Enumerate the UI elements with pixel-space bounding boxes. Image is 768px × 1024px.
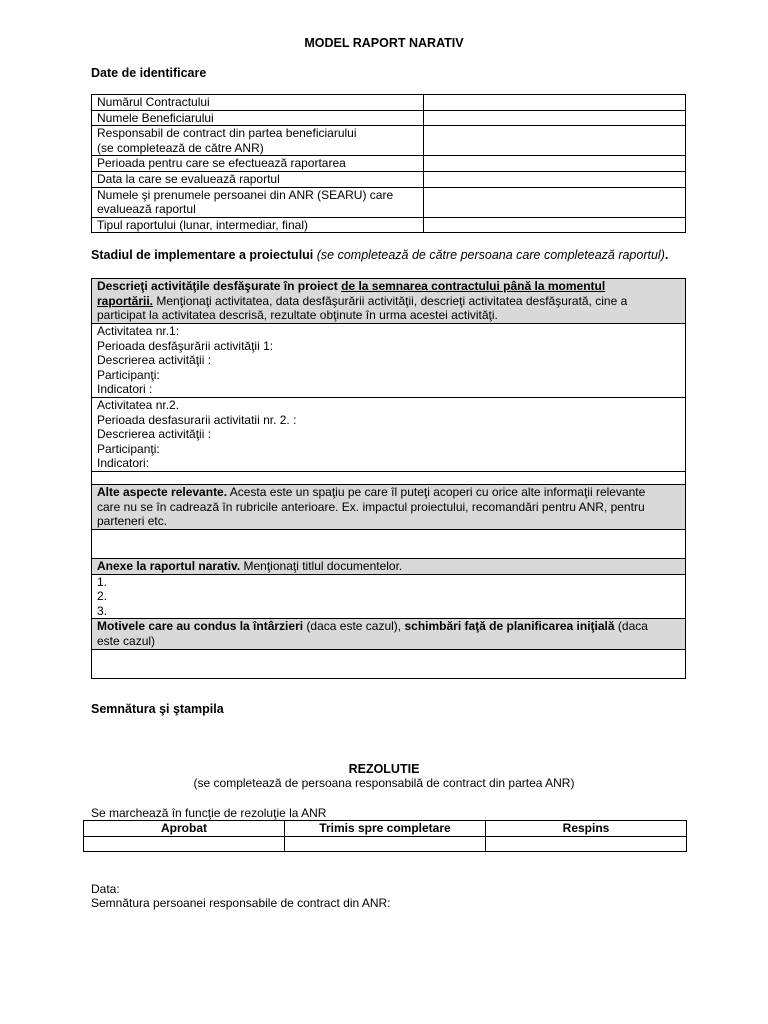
implementation-heading [91, 248, 668, 262]
activities-header-row [92, 279, 686, 324]
implementation-table [91, 278, 686, 679]
activity-field: Descrierea activităţii : [97, 427, 212, 442]
activity-field: Activitatea nr.2. [97, 398, 180, 412]
activity-field: Indicatori : [97, 382, 153, 397]
resolution-table [83, 820, 687, 852]
other-aspects-text: care nu se în cadrează în rubricile anterioare. Ex. impactul proiectului, recomandări pentru ANR, pentru [97, 499, 645, 514]
value-cell[interactable] [424, 156, 686, 172]
identification-heading: Date de identificare [91, 66, 207, 80]
delays-text: este cazul) [97, 633, 156, 648]
value-cell[interactable] [424, 217, 686, 233]
activities-header-text: Menţionaţi activitatea, data desfăşurării activităţii, descrieţi activitatea desfăşurată, cine a [156, 293, 628, 308]
value-cell[interactable] [424, 95, 686, 111]
activities-header-underline: raportării. [97, 293, 154, 308]
list-item: 3. [97, 603, 108, 618]
annexes-text: Menţionaţi titlul documentelor. [243, 559, 403, 573]
annexes-header-row [92, 559, 686, 575]
resolution-column-rejected: Respins [486, 821, 687, 837]
empty-cell[interactable] [92, 649, 686, 678]
document-title: MODEL RAPORT NARATIV [304, 36, 464, 50]
table-row [92, 217, 686, 233]
resolution-header-row [84, 821, 687, 837]
other-aspects-text: parteneri etc. [97, 514, 168, 529]
row-label-line: evaluează raportul [97, 202, 196, 217]
value-cell[interactable] [424, 187, 686, 217]
other-aspects-answer-row [92, 530, 686, 559]
row-label-line: Responsabil de contract din partea beneficiarului [97, 126, 357, 141]
activity-1-cell[interactable] [92, 324, 686, 398]
activity-field: Participanţi: [97, 367, 160, 382]
delays-header-cell [92, 619, 686, 649]
other-aspects-text: Acesta este un spaţiu pe care îl puteţi acoperi cu orice alte informaţii relevante [229, 485, 646, 499]
resolution-column-resubmit: Trimis spre completare [285, 821, 486, 837]
resolution-mark-row [84, 836, 687, 851]
table-row [92, 126, 686, 156]
final-signature-label: Semnătura persoanei responsabile de contract din ANR: [91, 896, 391, 910]
value-cell[interactable] [424, 171, 686, 187]
annexes-list-row [92, 574, 686, 619]
table-row [92, 187, 686, 217]
other-aspects-row [92, 485, 686, 530]
implementation-heading-end: . [664, 248, 669, 262]
row-label [92, 187, 424, 217]
activities-header-underline: de la semnarea contractului până la momentul [341, 279, 606, 293]
implementation-heading-note: (se completează de către persoana care completează raportul) [316, 248, 665, 262]
activity-field: Perioada desfasurarii activitatii nr. 2. : [97, 412, 297, 427]
value-cell[interactable] [424, 126, 686, 156]
activity-field: Perioada desfăşurării activităţii 1: [97, 338, 274, 353]
spacer-row [92, 472, 686, 485]
activity-field: Participanţi: [97, 441, 160, 456]
value-cell[interactable] [424, 110, 686, 126]
other-aspects-bold: Alte aspecte relevante. [97, 485, 228, 499]
activity-field: Descrierea activităţii : [97, 353, 212, 368]
table-row [92, 156, 686, 172]
delays-bold: schimbări faţă de planificarea iniţială [404, 619, 615, 634]
list-item: 2. [97, 589, 108, 604]
annexes-list-cell[interactable] [92, 574, 686, 619]
activity-2-cell[interactable] [92, 398, 686, 472]
activities-header-cell [92, 279, 686, 324]
annexes-header-cell [92, 559, 686, 575]
activities-header-bold: Descrieţi activităţile desfăşurate în proiect [97, 279, 338, 293]
activity-2-row [92, 398, 686, 472]
resolution-subtitle: (se completează de persoana responsabilă de contract din partea ANR) [193, 776, 575, 790]
table-row [92, 110, 686, 126]
resolution-title: REZOLUTIE [348, 762, 420, 776]
row-label: Numele Beneficiarului [92, 110, 424, 126]
row-label-line: (se completează de către ANR) [97, 140, 264, 155]
other-aspects-cell [92, 485, 686, 530]
signature-stamp-label: Semnătura şi ştampila [91, 702, 224, 716]
table-row [92, 171, 686, 187]
resolution-instruction: Se marchează în funcţie de rezoluţie la ANR [91, 806, 327, 820]
activity-field: Activitatea nr.1: [97, 324, 180, 338]
table-row [92, 95, 686, 111]
delays-text: (daca este cazul), [306, 619, 402, 634]
delays-text: (daca [617, 619, 648, 634]
resubmit-mark-cell[interactable] [285, 836, 486, 851]
delays-bold: Motivele care au condus la întârzieri [97, 619, 304, 634]
delays-answer-row [92, 649, 686, 678]
approved-mark-cell[interactable] [84, 836, 285, 851]
row-label: Data la care se evaluează raportul [92, 171, 424, 187]
identification-table [91, 94, 686, 233]
empty-cell[interactable] [92, 530, 686, 559]
activities-header-text: participat la activitatea descrisă, rezultate obţinute în urma acestei activităţi. [97, 308, 498, 323]
delays-header-row [92, 619, 686, 649]
annexes-bold: Anexe la raportul narativ. [97, 559, 241, 573]
row-label: Tipul raportului (lunar, intermediar, final) [92, 217, 424, 233]
row-label: Perioada pentru care se efectuează raportarea [92, 156, 424, 172]
implementation-heading-bold: Stadiul de implementare a proiectului [91, 248, 314, 262]
list-item: 1. [97, 574, 108, 589]
activity-field: Indicatori: [97, 456, 150, 471]
activity-1-row [92, 324, 686, 398]
row-label-line: Numele şi prenumele persoanei din ANR (SEARU) care [97, 187, 394, 202]
empty-cell[interactable] [92, 472, 686, 485]
row-label [92, 126, 424, 156]
date-label: Data: [91, 882, 120, 896]
row-label: Numărul Contractului [92, 95, 424, 111]
resolution-column-approved: Aprobat [84, 821, 285, 837]
rejected-mark-cell[interactable] [486, 836, 687, 851]
